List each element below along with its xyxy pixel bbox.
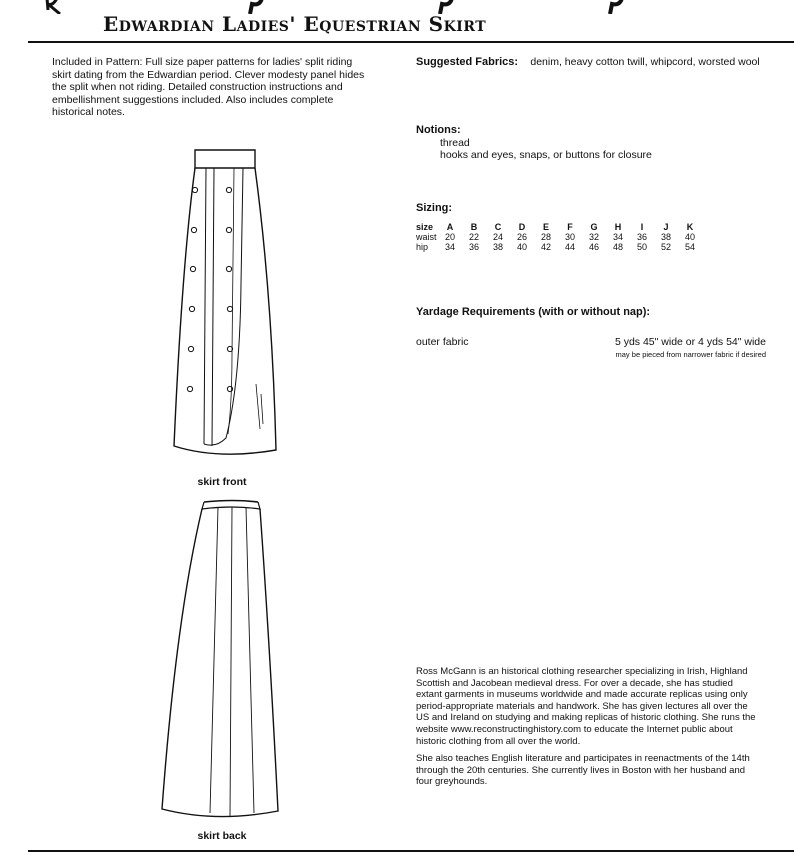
yardage-value: 5 yds 45" wide or 4 yds 54" wide <box>614 336 766 348</box>
waist-cell: waist <box>416 232 437 242</box>
skirt-back-label: skirt back <box>197 830 247 842</box>
notions-section <box>416 124 652 162</box>
top-divider <box>28 41 794 43</box>
waist-cell: 32 <box>588 232 599 242</box>
size-cell: D <box>518 222 526 232</box>
yardage-label: outer fabric <box>416 336 469 348</box>
notion-item: thread <box>440 136 470 149</box>
hip-cell: 54 <box>684 242 695 252</box>
fabrics-text: denim, heavy cotton twill, whipcord, worsted wool <box>530 56 760 68</box>
yardage-row <box>416 336 766 348</box>
sizing-section <box>416 202 702 252</box>
waist-cell: 38 <box>660 232 671 242</box>
hip-cell: hip <box>416 242 429 252</box>
fabrics-heading: Suggested Fabrics: <box>416 56 519 68</box>
hip-cell: 36 <box>468 242 479 252</box>
size-cell: J <box>663 222 669 232</box>
hip-cell: 46 <box>588 242 599 252</box>
skirt-back-illustration <box>156 499 282 823</box>
yardage-note: may be pieced from narrower fabric if desired <box>615 350 766 359</box>
intro-column <box>52 56 372 119</box>
yardage-section <box>416 306 766 359</box>
size-cell: A <box>446 222 454 232</box>
waist-cell: 30 <box>564 232 575 242</box>
waist-cell: 24 <box>492 232 503 242</box>
waist-row <box>416 232 702 242</box>
waist-cell: 36 <box>636 232 647 242</box>
waist-cell: 22 <box>468 232 479 242</box>
notions-heading: Notions: <box>416 124 461 136</box>
size-cell: E <box>542 222 549 232</box>
hip-row <box>416 242 702 252</box>
size-table <box>416 222 702 252</box>
size-cell: B <box>470 222 478 232</box>
size-cell: I <box>640 222 644 232</box>
bio-paragraph: Ross McGann is an historical clothing researcher specializing in Irish, Highland Scottish and Jacobean medieval dress. For over a decade, she has studied extant garments in museums worldwide and made accurate replicas using only period-appropriate materials and handwork. She has given lectures all over the US and Ireland on studying and making replicas of historic clothing. She runs the website www.reconstructinghistory.com to educate the Internet public about historic clothing from all over the world. <box>416 666 756 747</box>
hip-cell: 34 <box>444 242 455 252</box>
hip-cell: 38 <box>492 242 503 252</box>
hip-cell: 44 <box>564 242 575 252</box>
waist-cell: 34 <box>612 232 623 242</box>
skirt-front-label: skirt front <box>197 476 247 488</box>
notion-item: hooks and eyes, snaps, or buttons for closure <box>440 149 652 161</box>
hip-cell: 52 <box>660 242 671 252</box>
hip-cell: 40 <box>516 242 527 252</box>
hip-cell: 50 <box>636 242 647 252</box>
hip-cell: 42 <box>540 242 551 252</box>
waist-cell: 20 <box>444 232 455 242</box>
notions-list <box>440 137 652 162</box>
waist-cell: 40 <box>684 232 695 242</box>
size-cell: K <box>686 222 694 232</box>
pattern-title: Edwardian Ladies' Equestrian Skirt <box>103 12 487 36</box>
bottom-divider <box>28 850 794 852</box>
size-cell: size <box>416 222 434 232</box>
intro-text: Included in Pattern: Full size paper patterns for ladies' split riding skirt dating from the Edwardian period. Clever modesty panel hides the split when not riding. Detailed construction instructions and embellishment suggestions included. Also includes complete historical notes. <box>52 56 365 118</box>
yardage-heading: Yardage Requirements (with or without nap): <box>416 306 651 318</box>
size-cell: H <box>614 222 622 232</box>
size-cell: C <box>494 222 502 232</box>
author-bio <box>416 666 761 794</box>
skirt-front-illustration <box>168 144 280 462</box>
bio-paragraph: She also teaches English literature and participates in reenactments of the 14th through the 20th centuries. She currently lives in Boston with her husband and four greyhounds. <box>416 753 750 788</box>
size-cell: F <box>567 222 573 232</box>
sizing-heading: Sizing: <box>416 202 453 214</box>
size-row <box>416 222 702 232</box>
hip-cell: 48 <box>612 242 623 252</box>
waist-cell: 26 <box>516 232 527 242</box>
fabrics-section <box>416 56 766 69</box>
size-cell: G <box>590 222 598 232</box>
waist-cell: 28 <box>540 232 551 242</box>
